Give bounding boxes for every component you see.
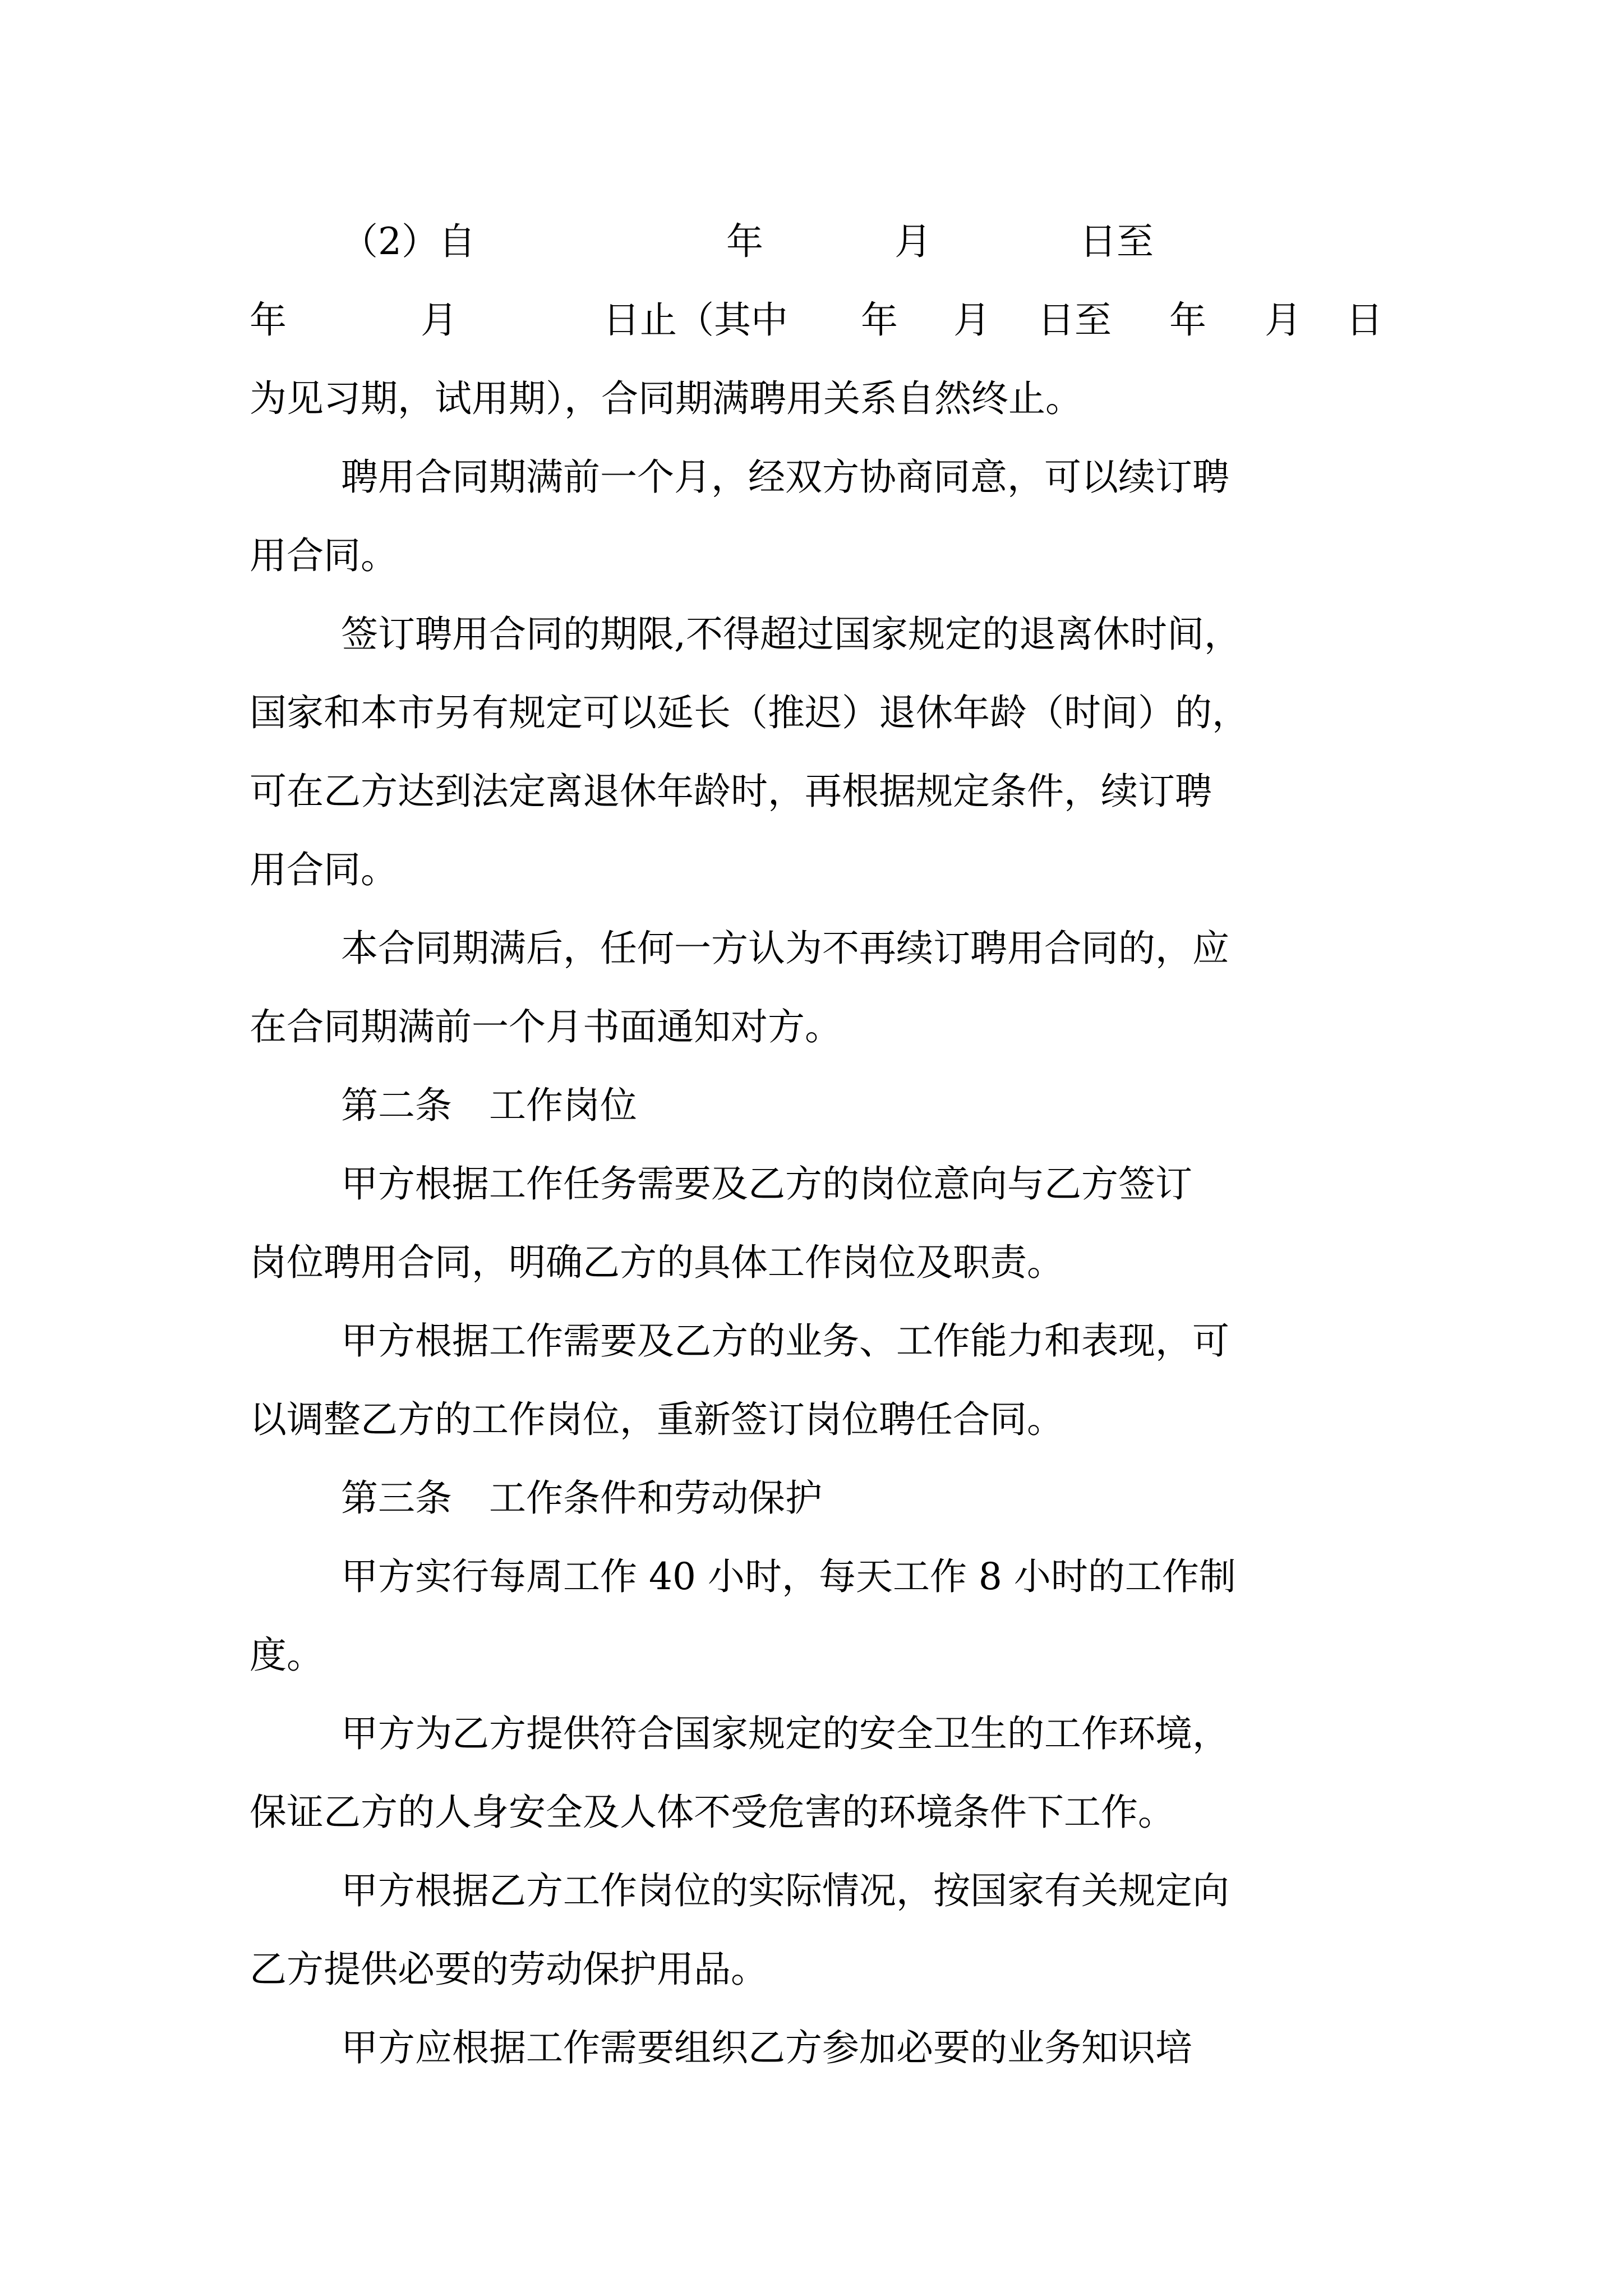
- text-line-content: 甲方根据工作任务需要及乙方的岗位意向与乙方签订: [341, 1162, 1192, 1205]
- text-line-5: [0, 528, 1623, 584]
- text-line-20: [0, 1706, 1623, 1762]
- text-line-content: 以调整乙方的工作岗位，重新签订岗位聘任合同。: [250, 1398, 1064, 1441]
- text-line-content: 聘用合同期满前一个月，经双方协商同意，可以续订聘: [341, 455, 1229, 499]
- text-line-22: [0, 1863, 1623, 1919]
- text-line-content: 为见习期，试用期），合同期满聘用关系自然终止。: [250, 377, 1082, 420]
- text-line-3: [0, 371, 1623, 427]
- text-segment: 日至: [1080, 220, 1154, 263]
- text-line-19: [0, 1627, 1623, 1683]
- text-line-content: 度。: [250, 1634, 324, 1677]
- text-segment: 年: [861, 298, 898, 342]
- text-line-content: 甲方根据乙方工作岗位的实际情况，按国家有关规定向: [341, 1869, 1229, 1912]
- text-line-content: 保证乙方的人身安全及人体不受危害的环境条件下工作。: [250, 1791, 1175, 1834]
- text-line-15: [0, 1313, 1623, 1369]
- text-line-1: [0, 214, 1623, 270]
- text-line-10: [0, 921, 1623, 977]
- text-segment: 日至: [1038, 298, 1112, 342]
- text-line-content: 甲方为乙方提供符合国家规定的安全卫生的工作环境，: [341, 1712, 1229, 1755]
- text-line-content: 第二条 工作岗位: [341, 1084, 637, 1127]
- text-segment: 年: [1169, 298, 1206, 342]
- text-line-8: [0, 763, 1623, 820]
- text-segment: 日: [1346, 298, 1383, 342]
- section-heading-article-3: [0, 1470, 1623, 1526]
- text-line-9: [0, 842, 1623, 898]
- text-segment: 年: [726, 220, 763, 263]
- text-segment: 日止（其中: [603, 298, 788, 342]
- section-heading-article-2: [0, 1078, 1623, 1134]
- text-line-24: [0, 2020, 1623, 2076]
- text-line-7: [0, 685, 1623, 741]
- text-line-11: [0, 999, 1623, 1055]
- text-line-content: 在合同期满前一个月书面通知对方。: [250, 1005, 842, 1048]
- text-line-14: [0, 1235, 1623, 1291]
- text-line-content: 岗位聘用合同，明确乙方的具体工作岗位及职责。: [250, 1241, 1064, 1284]
- text-line-13: [0, 1156, 1623, 1212]
- text-segment: 月: [953, 298, 990, 342]
- text-line-content: 本合同期满后，任何一方认为不再续订聘用合同的，应: [341, 927, 1229, 970]
- text-segment: （2）自: [341, 220, 476, 263]
- text-line-content: 可在乙方达到法定离退休年龄时，再根据规定条件，续订聘: [250, 770, 1212, 813]
- text-line-content: 第三条 工作条件和劳动保护: [341, 1476, 822, 1520]
- text-line-18: [0, 1549, 1623, 1605]
- text-line-23: [0, 1941, 1623, 1998]
- text-line-content: 甲方实行每周工作 40 小时，每天工作 8 小时的工作制: [341, 1555, 1236, 1598]
- text-line-4: [0, 449, 1623, 505]
- text-line-content: 国家和本市另有规定可以延长（推迟）退休年龄（时间）的，: [250, 691, 1249, 734]
- text-line-content: 签订聘用合同的期限,不得超过国家规定的退离休时间，: [341, 613, 1241, 656]
- text-line-21: [0, 1784, 1623, 1841]
- text-line-content: 用合同。: [250, 534, 398, 577]
- text-segment: 月: [1265, 298, 1302, 342]
- text-line-6: [0, 606, 1623, 662]
- text-line-content: 甲方根据工作需要及乙方的业务、工作能力和表现，可: [341, 1319, 1229, 1363]
- text-segment: 月: [895, 220, 932, 263]
- text-segment: 月: [421, 298, 458, 342]
- text-line-content: 甲方应根据工作需要组织乙方参加必要的业务知识培: [341, 2026, 1192, 2069]
- text-line-content: 用合同。: [250, 848, 398, 891]
- text-line-2: [0, 292, 1623, 348]
- text-segment: 年: [250, 298, 287, 342]
- text-line-content: 乙方提供必要的劳动保护用品。: [250, 1948, 768, 1991]
- text-line-16: [0, 1392, 1623, 1448]
